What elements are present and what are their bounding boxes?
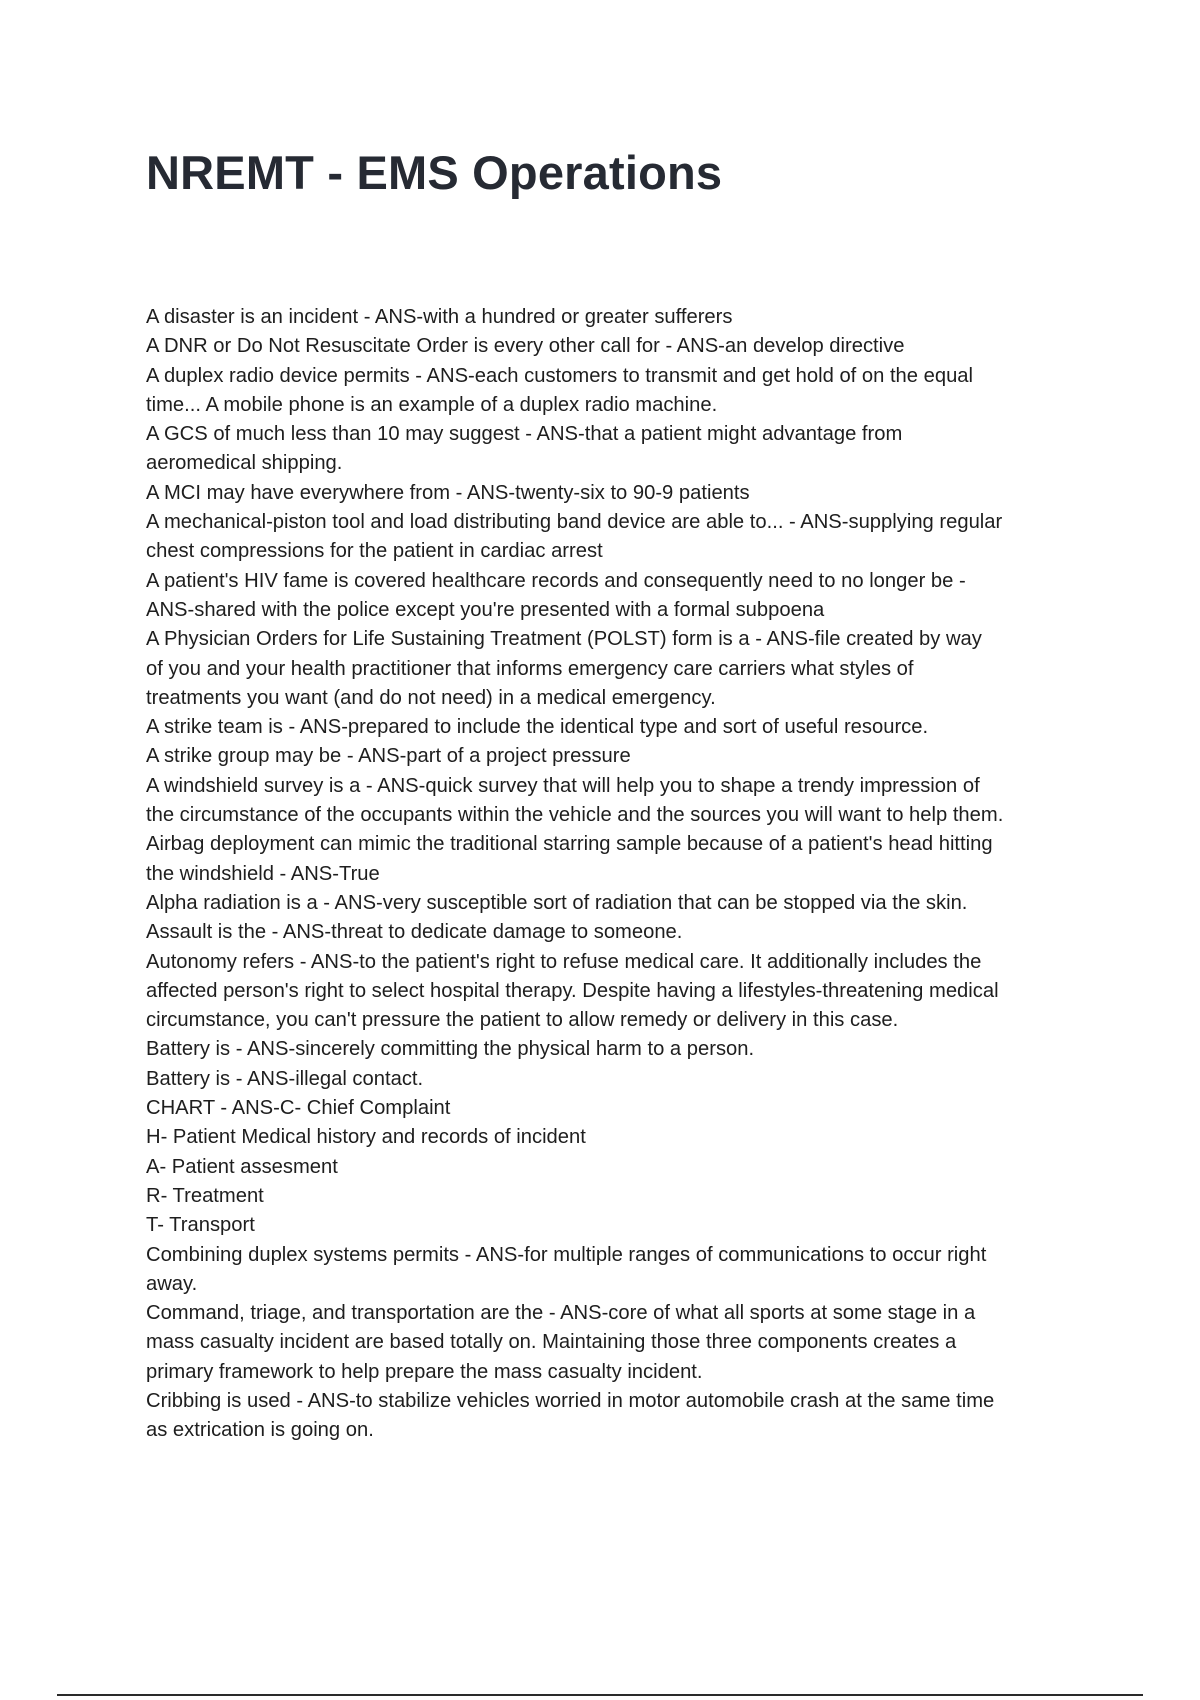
text-line: R- Treatment: [146, 1184, 264, 1207]
text-line: circumstance, you can't pressure the patient to allow remedy or delivery in this case.: [146, 1009, 899, 1032]
text-line: CHART - ANS-C- Chief Complaint: [146, 1097, 451, 1120]
text-line: A disaster is an incident - ANS-with a hundred or greater sufferers: [146, 306, 733, 328]
text-line: affected person's right to select hospital therapy. Despite having a lifestyles-threatening medical: [146, 979, 999, 1002]
text-line: A strike team is - ANS-prepared to include the identical type and sort of useful resource.: [146, 716, 929, 739]
text-line: A DNR or Do Not Resuscitate Order is every other call for - ANS-an develop directive: [146, 335, 905, 358]
text-line: A windshield survey is a - ANS-quick survey that will help you to shape a trendy impression of: [146, 774, 980, 797]
text-line: of you and your health practitioner that informs emergency care carriers what styles of: [146, 657, 914, 680]
text-line: Battery is - ANS-illegal contact.: [146, 1067, 424, 1090]
text-line: primary framework to help prepare the mass casualty incident.: [146, 1360, 703, 1383]
text-line: time... A mobile phone is an example of a duplex radio machine.: [146, 393, 718, 416]
text-line: ANS-shared with the police except you're presented with a formal subpoena: [146, 598, 825, 621]
text-line: Airbag deployment can mimic the traditional starring sample because of a patient's head hitting: [146, 833, 993, 856]
document-title: NREMT - EMS Operations: [146, 146, 723, 199]
text-line: Autonomy refers - ANS-to the patient's right to refuse medical care. It additionally includes the: [146, 950, 982, 973]
text-line: A GCS of much less than 10 may suggest - ANS-that a patient might advantage from: [146, 423, 903, 446]
text-line: as extrication is going on.: [146, 1419, 374, 1442]
text-line: the windshield - ANS-True: [146, 862, 380, 885]
text-line: A duplex radio device permits - ANS-each customers to transmit and get hold of on the equal: [146, 364, 974, 387]
text-line: Cribbing is used - ANS-to stabilize vehicles worried in motor automobile crash at the same time: [146, 1389, 995, 1412]
text-line: T- Transport: [146, 1214, 255, 1237]
text-line: chest compressions for the patient in cardiac arrest: [146, 540, 603, 563]
text-line: Alpha radiation is a - ANS-very susceptible sort of radiation that can be stopped via the skin.: [146, 891, 968, 914]
text-line: A MCI may have everywhere from - ANS-twenty-six to 90-9 patients: [146, 481, 750, 504]
document-body: [146, 303, 1096, 1446]
text-line: Combining duplex systems permits - ANS-for multiple ranges of communications to occur right: [146, 1243, 987, 1266]
text-line: the circumstance of the occupants within the vehicle and the sources you will want to help them.: [146, 804, 1004, 827]
text-line: mass casualty incident are based totally on. Maintaining those three components creates a: [146, 1331, 957, 1354]
text-line: Battery is - ANS-sincerely committing the physical harm to a person.: [146, 1038, 755, 1061]
text-line: H- Patient Medical history and records of incident: [146, 1126, 586, 1149]
text-line: A mechanical-piston tool and load distributing band device are able to... - ANS-supplying regular: [146, 511, 1003, 534]
text-line: away.: [146, 1272, 198, 1295]
text-line: A Physician Orders for Life Sustaining Treatment (POLST) form is a - ANS-file created by way: [146, 628, 982, 651]
text-line: Assault is the - ANS-threat to dedicate damage to someone.: [146, 921, 683, 944]
footer-divider: [57, 1694, 1143, 1696]
text-line: aeromedical shipping.: [146, 452, 343, 475]
text-line: Command, triage, and transportation are the - ANS-core of what all sports at some stage in a: [146, 1302, 976, 1325]
text-line: treatments you want (and do not need) in a medical emergency.: [146, 686, 716, 709]
text-line: A patient's HIV fame is covered healthcare records and consequently need to no longer be -: [146, 569, 966, 592]
text-line: A- Patient assesment: [146, 1155, 338, 1178]
text-line: A strike group may be - ANS-part of a project pressure: [146, 745, 631, 768]
